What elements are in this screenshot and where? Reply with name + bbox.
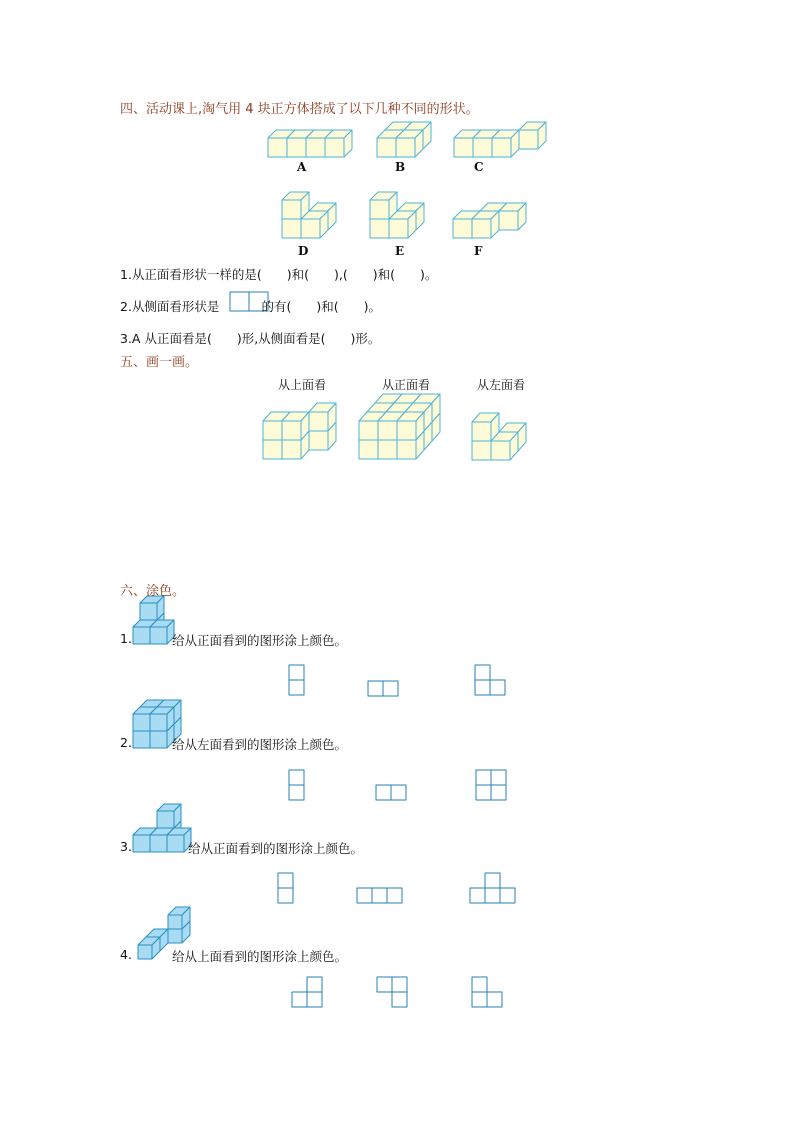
item-1-option-b: [368, 681, 398, 696]
shape-f-figure: [453, 203, 526, 238]
item-6-2-text: 给从左面看到的图形涂上颜色。: [172, 737, 348, 752]
view-label-left: 从左面看: [477, 378, 526, 392]
shape-label-b: B: [395, 160, 406, 174]
shape-label-f: F: [474, 244, 483, 258]
shape-d-figure: [282, 192, 336, 238]
figure-front-view: [359, 394, 440, 459]
item-6-4-number: 4.: [120, 947, 132, 962]
item-3-cubes: [133, 804, 191, 852]
question-4-2-suffix: 的有( )和( )。: [261, 299, 381, 314]
shape-e-figure: [370, 192, 424, 238]
shape-label-d: D: [298, 244, 309, 258]
item-2-option-c: [476, 770, 506, 800]
item-2-option-a: [289, 770, 304, 800]
item-1-option-c: [475, 665, 505, 695]
question-4-2: [120, 297, 381, 315]
item-3-option-c: [470, 873, 515, 903]
shape-label-c: C: [474, 160, 484, 174]
item-3-option-a: [278, 873, 293, 903]
shape-label-e: E: [395, 244, 405, 258]
section5-heading: 五、画一画。: [120, 355, 199, 370]
item-4-option-c: [472, 977, 502, 1007]
question-4-3: 3.A 从正面看是( )形,从侧面看是( )形。: [120, 331, 381, 346]
shape-c-figure: [454, 122, 546, 157]
item-6-3-text: 给从正面看到的图形涂上颜色。: [188, 841, 364, 856]
question-4-2-prefix: 2.从侧面看形状是: [120, 299, 220, 314]
figure-top-view: [263, 403, 336, 459]
shape-a-figure: [268, 130, 352, 157]
item-1-cubes: [133, 596, 174, 644]
figure-left-view: [472, 413, 526, 460]
item-6-2-number: 2.: [120, 735, 132, 750]
item-2-option-b: [376, 785, 406, 800]
question-4-1: 1.从正面看形状一样的是( )和( ),( )和( )。: [120, 267, 438, 282]
item-6-4-text: 给从上面看到的图形涂上颜色。: [172, 949, 348, 964]
item-6-1-number: 1.: [120, 631, 132, 646]
item-6-3-number: 3.: [120, 839, 132, 854]
item-4-option-b: [377, 977, 407, 1007]
shape-b-figure: [377, 122, 431, 157]
section6-heading: 六、涂色。: [120, 584, 186, 599]
item-1-option-a: [289, 665, 304, 695]
view-label-front: 从正面看: [382, 378, 431, 392]
item-3-option-b: [357, 888, 402, 903]
view-label-top: 从上面看: [278, 378, 327, 392]
item-6-1-text: 给从正面看到的图形涂上颜色。: [172, 633, 348, 648]
item-4-option-a: [292, 977, 322, 1007]
section4-heading: 四、活动课上,淘气用 4 块正方体搭成了以下几种不同的形状。: [120, 102, 479, 117]
shape-label-a: A: [297, 160, 307, 174]
